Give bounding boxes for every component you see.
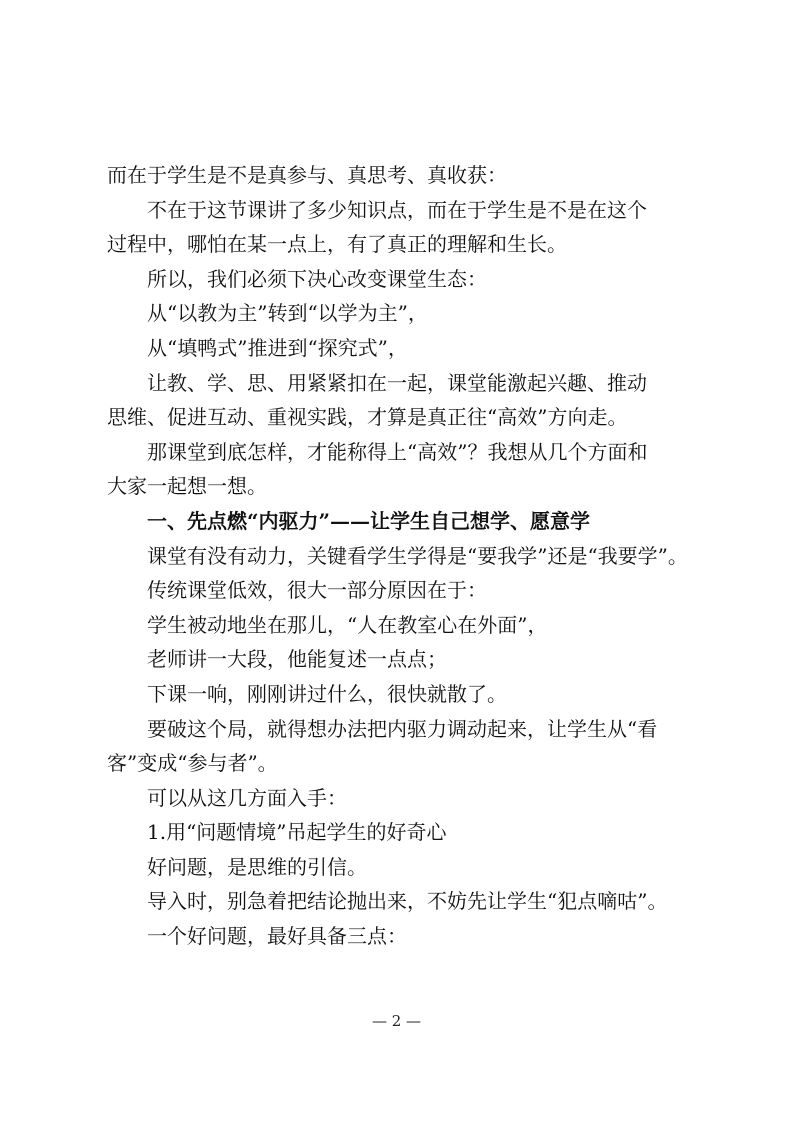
text-line: 而在于学生是不是真参与、真思考、真收获： xyxy=(107,163,507,187)
text-line: 不在于这节课讲了多少知识点，而在于学生是不是在这个 xyxy=(147,197,647,222)
text-line: 课堂有没有动力，关键看学生学得是“要我学”还是“我要学”。 xyxy=(147,543,688,568)
text-line: 那课堂到底怎样，才能称得上“高效”？我想从几个方面和 xyxy=(147,439,648,464)
body-text xyxy=(107,158,691,954)
text-line: 老师讲一大段，他能复述一点点； xyxy=(147,647,447,672)
section-heading: 一、先点燃“内驱力”——让学生自己想学、愿意学 xyxy=(147,508,591,533)
text-line: 所以，我们必须下决心改变课堂生态： xyxy=(147,266,487,291)
subsection-heading: 1.用“问题情境”吊起学生的好奇心 xyxy=(147,820,447,845)
text-line: 一个好问题，最好具备三点： xyxy=(147,924,407,949)
text-line: 下课一响，刚刚讲过什么，很快就散了。 xyxy=(147,681,507,706)
text-line: 让教、学、思、用紧紧扣在一起，课堂能激起兴趣、推动 xyxy=(147,370,647,395)
text-line: 传统课堂低效，很大一部分原因在于： xyxy=(147,578,487,603)
text-line: 学生被动地坐在那儿，“人在教室心在外面”， xyxy=(147,612,548,637)
text-line: 导入时，别急着把结论抛出来，不妨先让学生“犯点嘀咕”。 xyxy=(147,889,668,914)
text-line: 过程中，哪怕在某一点上，有了真正的理解和生长。 xyxy=(107,232,567,257)
text-line: 从“填鸭式”推进到“探究式”， xyxy=(147,335,408,360)
text-line: 要破这个局，就得想办法把内驱力调动起来，让学生从“看 xyxy=(147,716,658,741)
text-line: 好问题，是思维的引信。 xyxy=(147,854,367,879)
page-number: — 2 — xyxy=(371,1012,422,1030)
text-line: 思维、促进互动、重视实践，才算是真正往“高效”方向走。 xyxy=(107,405,628,430)
text-line: 可以从这几方面入手： xyxy=(147,785,347,810)
text-line: 大家一起想一想。 xyxy=(107,474,267,499)
text-line: 从“以教为主”转到“以学为主”， xyxy=(147,301,428,326)
text-line: 客”变成“参与者”。 xyxy=(107,751,278,776)
